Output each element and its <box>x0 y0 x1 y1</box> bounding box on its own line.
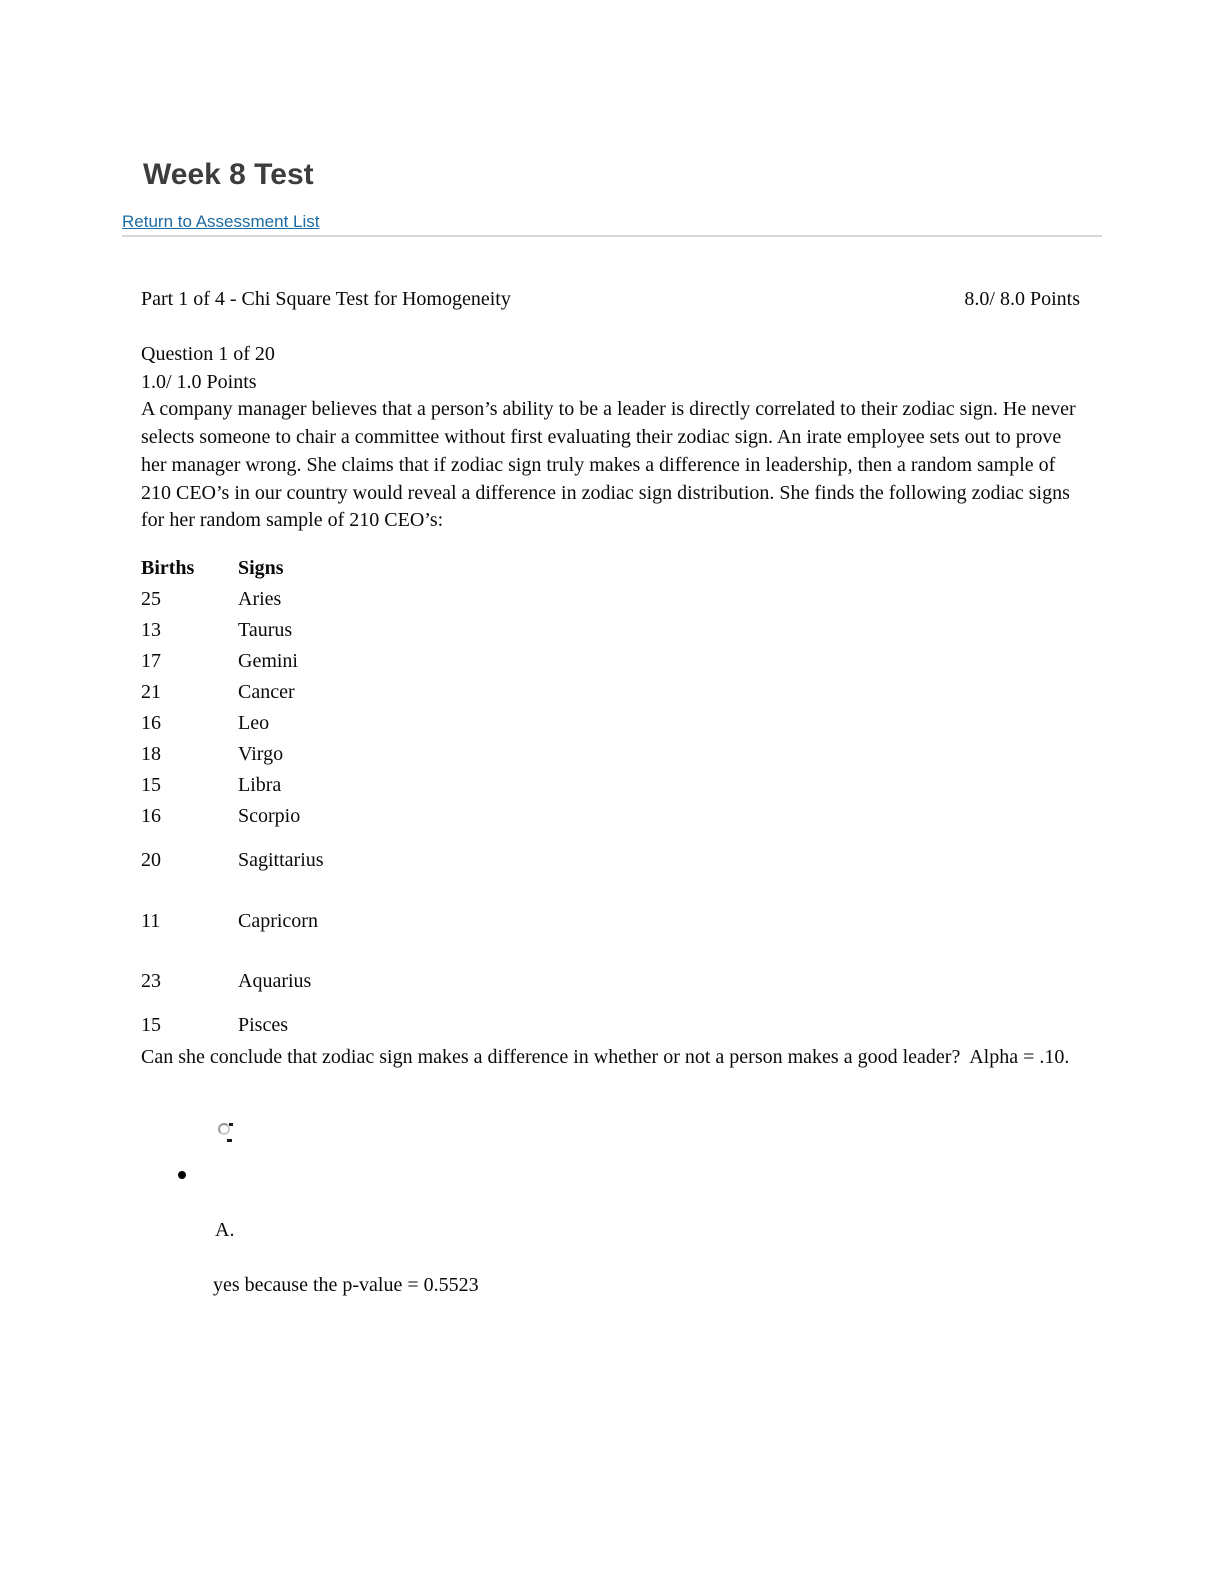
question-block <box>141 341 1076 535</box>
sign-cell: Aquarius <box>238 969 312 992</box>
births-cell: 11 <box>141 909 161 932</box>
births-table <box>141 553 1224 1041</box>
sign-cell: Scorpio <box>238 804 301 827</box>
table-row <box>141 906 1224 937</box>
table-row <box>141 845 1224 876</box>
table-row <box>141 801 1224 832</box>
divider <box>122 235 1102 237</box>
sign-cell: Pisces <box>238 1013 288 1036</box>
births-cell: 15 <box>141 773 161 796</box>
births-cell: 15 <box>141 1013 161 1036</box>
births-cell: 23 <box>141 969 161 992</box>
births-cell: 13 <box>141 618 161 641</box>
table-row <box>141 708 1224 739</box>
table-header-row <box>141 553 1224 584</box>
sign-cell: Cancer <box>238 680 295 703</box>
table-row <box>141 677 1224 708</box>
answer-option-text: yes because the p-value = 0.5523 <box>213 1273 479 1296</box>
births-cell: 16 <box>141 711 161 734</box>
page-title: Week 8 Test <box>143 158 314 191</box>
births-table-rows <box>141 584 1224 1041</box>
births-cell: 21 <box>141 680 161 703</box>
question-number: Question 1 of 20 <box>141 343 275 365</box>
table-row <box>141 615 1224 646</box>
births-cell: 20 <box>141 848 161 871</box>
sign-cell: Capricorn <box>238 909 318 932</box>
births-cell: 17 <box>141 649 161 672</box>
return-to-assessment-link[interactable]: Return to Assessment List <box>122 212 320 231</box>
table-row <box>141 1010 1224 1041</box>
question-followup: Can she conclude that zodiac sign makes a difference in whether or not a person makes a good leader? Alpha = .10. <box>141 1045 1070 1068</box>
question-points: 1.0/ 1.0 Points <box>141 370 257 393</box>
sign-cell: Leo <box>238 711 270 734</box>
radio-spinner-icon[interactable] <box>218 1123 236 1141</box>
signs-column-header: Signs <box>238 556 284 579</box>
table-row <box>141 739 1224 770</box>
births-cell: 25 <box>141 587 161 610</box>
sign-cell: Virgo <box>238 742 284 765</box>
sign-cell: Libra <box>238 773 282 796</box>
sign-cell: Aries <box>238 587 282 610</box>
question-prompt: A company manager believes that a person’s ability to be a leader is directly correlated to their zodiac sign. He never selects someone to chair a committee without first evaluating their zodiac sign. An irate employee sets out to prove her manager wrong. She claims that if zodiac sign truly makes a difference in leadership, then a random sample of 210 CEO’s in our country would reveal a difference in zodiac sign distribution. She finds the following zodiac signs for her random sample of 210 CEO’s: <box>141 398 1076 532</box>
part-points: 8.0/ 8.0 Points <box>964 288 1080 310</box>
births-cell: 16 <box>141 804 161 827</box>
table-row <box>141 584 1224 615</box>
answer-option-label: A. <box>215 1218 235 1241</box>
table-row <box>141 966 1224 997</box>
part-header-row <box>141 287 1080 311</box>
spinner-ring <box>218 1123 230 1135</box>
part-title: Part 1 of 4 - Chi Square Test for Homogeneity <box>141 288 511 310</box>
backlink-row <box>122 211 1224 233</box>
sign-cell: Gemini <box>238 649 298 672</box>
births-column-header: Births <box>141 556 195 579</box>
sign-cell: Taurus <box>238 618 293 641</box>
bullet-marker-icon <box>178 1171 186 1179</box>
sign-cell: Sagittarius <box>238 848 324 871</box>
table-row <box>141 646 1224 677</box>
table-row <box>141 770 1224 801</box>
births-cell: 18 <box>141 742 161 765</box>
